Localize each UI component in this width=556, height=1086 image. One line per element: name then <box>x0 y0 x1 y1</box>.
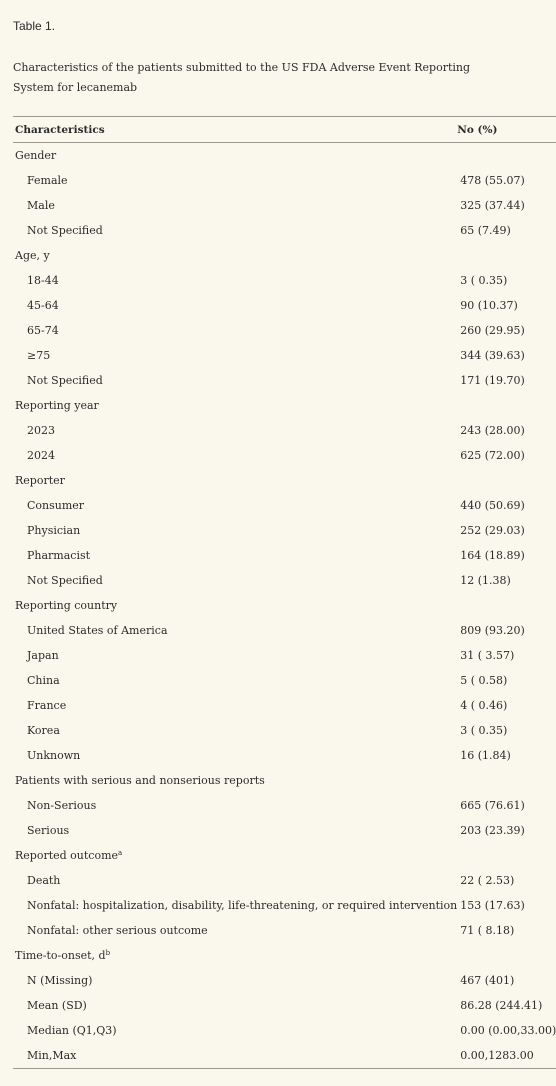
table-row <box>13 868 556 893</box>
table-row <box>13 568 556 593</box>
table-row <box>13 893 556 918</box>
row-label: 65-74 <box>27 324 59 337</box>
table-row <box>13 293 556 318</box>
category-value <box>457 468 556 493</box>
table-header-row <box>13 117 556 143</box>
row-value: 171 (19.70) <box>460 374 525 387</box>
category-label-text: Reporter <box>15 474 65 487</box>
row-label: Female <box>27 174 68 187</box>
row-label: Pharmacist <box>27 549 91 562</box>
row-label: Serious <box>27 824 70 837</box>
row-value: 3 ( 0.35) <box>460 724 508 737</box>
row-value: 65 (7.49) <box>460 224 511 237</box>
row-value: 16 (1.84) <box>460 749 511 762</box>
row-value: 5 ( 0.58) <box>460 674 508 687</box>
row-value: 153 (17.63) <box>460 899 525 912</box>
footnote-marker: b <box>105 949 111 957</box>
row-value: 260 (29.95) <box>460 324 525 337</box>
table-row <box>13 618 556 643</box>
table-row <box>13 418 556 443</box>
row-label: Death <box>27 874 61 887</box>
footnote-marker: a <box>118 849 123 857</box>
category-label-text: Reported outcome <box>15 849 119 862</box>
row-label: ≥75 <box>27 349 51 362</box>
table-row <box>13 743 556 768</box>
category-row <box>13 468 556 493</box>
category-value <box>457 843 556 868</box>
table-row <box>13 668 556 693</box>
category-value <box>457 943 556 968</box>
row-value: 0.00 (0.00,33.00) <box>460 1024 556 1037</box>
table-row <box>13 518 556 543</box>
table-row <box>13 643 556 668</box>
row-label: 2024 <box>27 449 55 462</box>
row-value: 665 (76.61) <box>460 799 525 812</box>
row-value: 344 (39.63) <box>460 349 525 362</box>
row-label: United States of America <box>27 624 168 637</box>
category-value <box>457 143 556 169</box>
table-row <box>13 1018 556 1043</box>
category-row <box>13 768 556 793</box>
category-label <box>13 143 457 169</box>
row-value: 467 (401) <box>460 974 515 987</box>
table-row <box>13 968 556 993</box>
row-value: 625 (72.00) <box>460 449 525 462</box>
row-value: 4 ( 0.46) <box>460 699 508 712</box>
row-label: 45-64 <box>27 299 59 312</box>
row-value: 12 (1.38) <box>460 574 511 587</box>
category-label <box>13 243 457 268</box>
table-row <box>13 818 556 843</box>
category-label <box>13 593 457 618</box>
row-label: Korea <box>27 724 60 737</box>
row-value: 164 (18.89) <box>460 549 525 562</box>
table-row <box>13 918 556 943</box>
table-row <box>13 218 556 243</box>
row-label: Not Specified <box>27 224 103 237</box>
table-label: Table 1. <box>13 19 56 33</box>
category-label <box>13 943 457 968</box>
row-label: Median (Q1,Q3) <box>27 1024 117 1037</box>
table-row <box>13 693 556 718</box>
row-value: 243 (28.00) <box>460 424 525 437</box>
row-label: Not Specified <box>27 574 103 587</box>
row-value: 71 ( 8.18) <box>460 924 515 937</box>
table-row <box>13 543 556 568</box>
row-value: 252 (29.03) <box>460 524 525 537</box>
header-characteristics: Characteristics <box>13 117 457 143</box>
row-label: France <box>27 699 67 712</box>
table-row <box>13 443 556 468</box>
row-value: 440 (50.69) <box>460 499 525 512</box>
table-row <box>13 993 556 1018</box>
row-label: China <box>27 674 60 687</box>
table-row <box>13 193 556 218</box>
table-row <box>13 368 556 393</box>
table-body <box>13 143 556 1069</box>
table-row <box>13 343 556 368</box>
category-label <box>13 393 457 418</box>
table-caption: Characteristics of the patients submitted to the US FDA Adverse Event Reporting System for lecanemab <box>13 61 471 94</box>
table-row <box>13 168 556 193</box>
row-value: 22 ( 2.53) <box>460 874 515 887</box>
category-row <box>13 143 556 169</box>
category-row <box>13 243 556 268</box>
row-label: Nonfatal: hospitalization, disability, life-threatening, or required intervention <box>27 899 458 912</box>
row-label: Not Specified <box>27 374 103 387</box>
category-label <box>13 768 457 793</box>
row-value: 809 (93.20) <box>460 624 525 637</box>
row-label: Physician <box>27 524 81 537</box>
row-value: 0.00,1283.00 <box>460 1049 534 1062</box>
category-row <box>13 843 556 868</box>
table-row <box>13 318 556 343</box>
row-value: 478 (55.07) <box>460 174 525 187</box>
row-label: Nonfatal: other serious outcome <box>27 924 208 937</box>
row-value: 31 ( 3.57) <box>460 649 515 662</box>
category-row <box>13 593 556 618</box>
row-value: 86.28 (244.41) <box>460 999 543 1012</box>
category-value <box>457 593 556 618</box>
row-label: 18-44 <box>27 274 59 287</box>
row-value: 90 (10.37) <box>460 299 518 312</box>
category-value <box>457 768 556 793</box>
category-row <box>13 943 556 968</box>
row-label: N (Missing) <box>27 974 93 987</box>
row-label: Non-Serious <box>27 799 97 812</box>
category-label-text: Time-to-onset, d <box>15 949 106 962</box>
characteristics-table <box>13 116 556 1069</box>
row-label: Mean (SD) <box>27 999 87 1012</box>
category-label-text: Reporting country <box>15 599 118 612</box>
category-value <box>457 393 556 418</box>
row-label: Min,Max <box>27 1049 77 1062</box>
category-row <box>13 393 556 418</box>
table-row <box>13 268 556 293</box>
row-label: Unknown <box>27 749 81 762</box>
table-row <box>13 718 556 743</box>
row-label: Male <box>27 199 55 212</box>
row-label: Consumer <box>27 499 85 512</box>
row-label: 2023 <box>27 424 55 437</box>
category-label-text: Patients with serious and nonserious reports <box>15 774 265 787</box>
category-label-text: Reporting year <box>15 399 99 412</box>
category-label <box>13 843 457 868</box>
table-row <box>13 493 556 518</box>
category-value <box>457 243 556 268</box>
header-count-percent: No (%) <box>457 117 556 143</box>
category-label <box>13 468 457 493</box>
row-value: 325 (37.44) <box>460 199 525 212</box>
row-value: 3 ( 0.35) <box>460 274 508 287</box>
row-value: 203 (23.39) <box>460 824 525 837</box>
row-label: Japan <box>27 649 59 662</box>
category-label-text: Age, y <box>15 249 50 262</box>
table-row <box>13 793 556 818</box>
table-row <box>13 1043 556 1069</box>
category-label-text: Gender <box>15 149 57 162</box>
